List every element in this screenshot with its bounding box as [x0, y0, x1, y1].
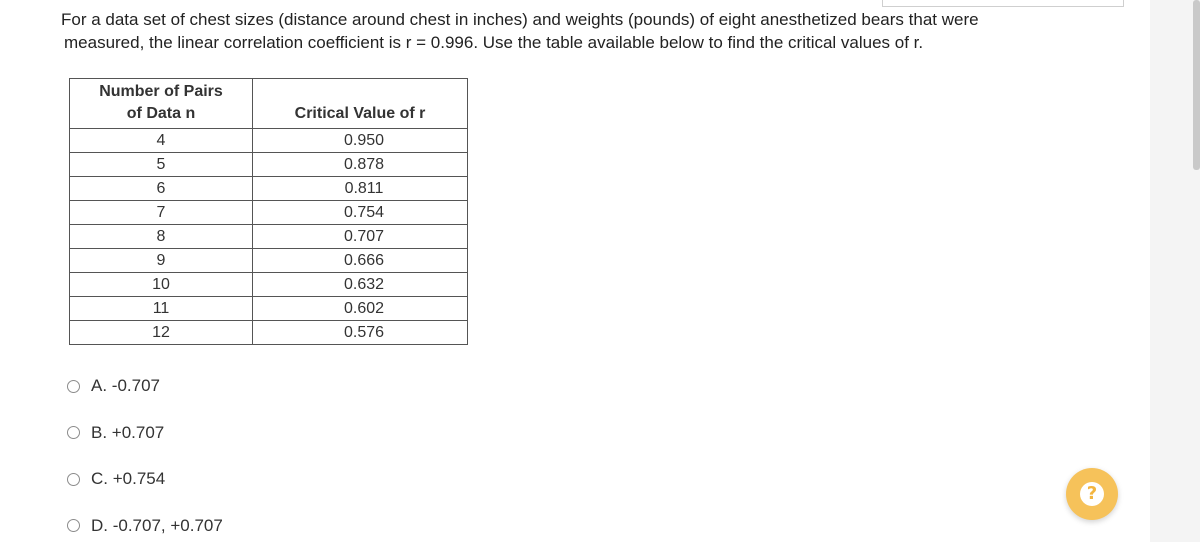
- cell-n: 12: [70, 321, 253, 345]
- question-mark-icon: ?: [1080, 482, 1104, 506]
- cell-n: 10: [70, 273, 253, 297]
- help-button[interactable]: [1066, 468, 1118, 520]
- radio-button[interactable]: [67, 473, 80, 486]
- choice-c[interactable]: [67, 467, 223, 491]
- header-number-of-pairs-line2: of Data n: [126, 105, 196, 122]
- cell-r: 0.707: [253, 225, 468, 249]
- header-critical-value: Critical Value of r: [253, 79, 468, 129]
- table-row: [70, 129, 468, 153]
- radio-button[interactable]: [67, 426, 80, 439]
- choice-label: B. +0.707: [91, 422, 165, 442]
- table-row: [70, 249, 468, 273]
- header-number-of-pairs-line1: Number of Pairs: [99, 83, 223, 100]
- answer-choices: [67, 374, 223, 542]
- top-input-box: [882, 0, 1124, 7]
- table-row: [70, 177, 468, 201]
- table-header-row: [70, 79, 468, 129]
- cell-r: 0.666: [253, 249, 468, 273]
- radio-button[interactable]: [67, 519, 80, 532]
- cell-r: 0.878: [253, 153, 468, 177]
- scrollbar-thumb[interactable]: [1193, 0, 1200, 170]
- radio-button[interactable]: [67, 380, 80, 393]
- header-number-of-pairs: [70, 79, 253, 129]
- cell-r: 0.576: [253, 321, 468, 345]
- cell-n: 7: [70, 201, 253, 225]
- table-row: [70, 273, 468, 297]
- cell-n: 6: [70, 177, 253, 201]
- table-row: [70, 297, 468, 321]
- table-row: [70, 201, 468, 225]
- choice-d[interactable]: [67, 514, 223, 538]
- choice-a[interactable]: [67, 374, 223, 398]
- cell-r: 0.950: [253, 129, 468, 153]
- question-line-1: For a data set of chest sizes (distance around chest in inches) and weights (pounds) of eight anesthetized bears that were: [61, 10, 979, 29]
- cell-r: 0.754: [253, 201, 468, 225]
- choice-label: D. -0.707, +0.707: [91, 515, 223, 535]
- question-text: [61, 8, 1071, 54]
- table-row: [70, 153, 468, 177]
- cell-r: 0.632: [253, 273, 468, 297]
- table-row: [70, 321, 468, 345]
- cell-r: 0.602: [253, 297, 468, 321]
- choice-label: C. +0.754: [91, 469, 166, 488]
- question-line-2: measured, the linear correlation coefficient is r = 0.996. Use the table available below to find the critical values of r.: [64, 33, 924, 52]
- cell-n: 4: [70, 129, 253, 153]
- cell-n: 8: [70, 225, 253, 249]
- table-row: [70, 225, 468, 249]
- critical-values-table: [69, 78, 468, 345]
- choice-label: A. -0.707: [91, 376, 160, 395]
- cell-n: 5: [70, 153, 253, 177]
- cell-r: 0.811: [253, 177, 468, 201]
- choice-b[interactable]: [67, 421, 223, 445]
- cell-n: 11: [70, 297, 253, 321]
- cell-n: 9: [70, 249, 253, 273]
